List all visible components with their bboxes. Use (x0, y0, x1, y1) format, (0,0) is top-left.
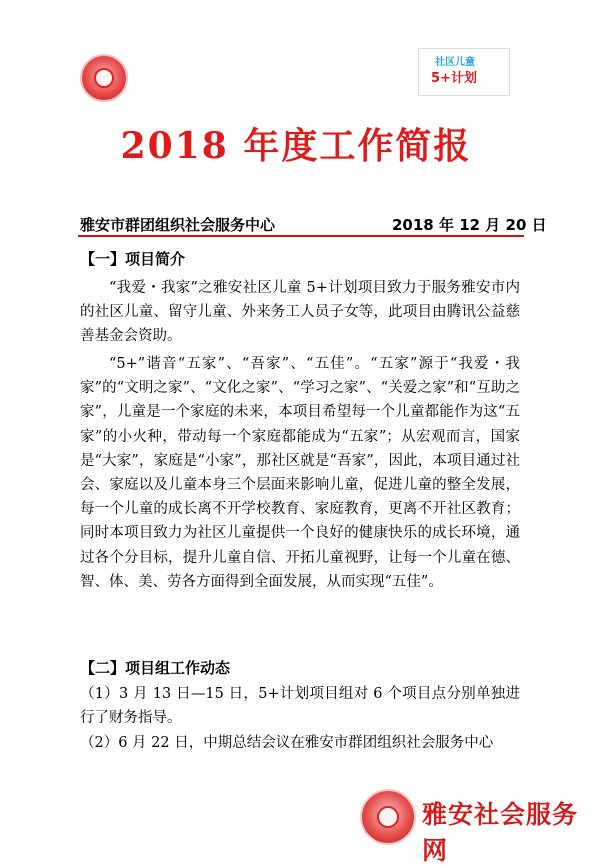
page-title: 2018 年度工作简报 (120, 125, 472, 167)
report-date: 2018 年 12 月 20 日 (392, 216, 547, 234)
header-divider (78, 235, 524, 237)
section2-heading: 【二】项目组工作动态 (80, 659, 231, 677)
section2-item-1: （1）3 月 13 日—15 日，5+计划项目组对 6 个项目点分别单独进行了财务指导。 (80, 686, 520, 727)
section1-heading: 【一】项目简介 (80, 250, 186, 268)
section1-paragraph-2: “5+”谐音“五家”、“吾家”、“五佳”。“五家”源于“我爱・我家”的“文明之家”、“文化之家”、“学习之家”、“关爱之家”和“互助之家”，儿童是一个家庭的未来，本项目希望每一个儿童都能作为这“五家”的小火种，带动每一个家庭都能成为“五家”；从宏观而言，国家是“大家”，家庭是“小家”，那社区就是“吾家”，因此，本项目通过社会、家庭以及儿童本身三个层面来影响儿童，促进儿童的整全发展，每一个儿童的成长离不开学校教育、家庭教育，更离不开社区教育；同时本项目致力为社区儿童提供一个良好的健康快乐的成长环境，通过各个分目标，提升儿童自信、开拓儿童视野，让每一个儿童在德、智、体、美、劳各方面得到全面发展，从而实现“五佳”。 (80, 356, 520, 590)
section1-paragraph-1: “我爱・我家”之雅安社区儿童 5+计划项目致力于服务雅安市内的社区儿童、留守儿童、外来务工人员子女等，此项目由腾讯公益慈善基金会资助。 (80, 280, 520, 345)
section2-item-2: （2）6 月 22 日，中期总结会议在雅安市群团组织社会服务中心 (80, 735, 494, 751)
project-logo-line2: 5+计划 (431, 71, 477, 86)
watermark-text: 雅安社会服务网 (422, 800, 579, 865)
organization-name: 雅安市群团组织社会服务中心 (80, 216, 276, 234)
project-logo (418, 48, 510, 96)
watermark-logo (360, 789, 416, 845)
organization-logo (80, 54, 128, 102)
project-logo-line1: 社区儿童 (435, 57, 475, 68)
